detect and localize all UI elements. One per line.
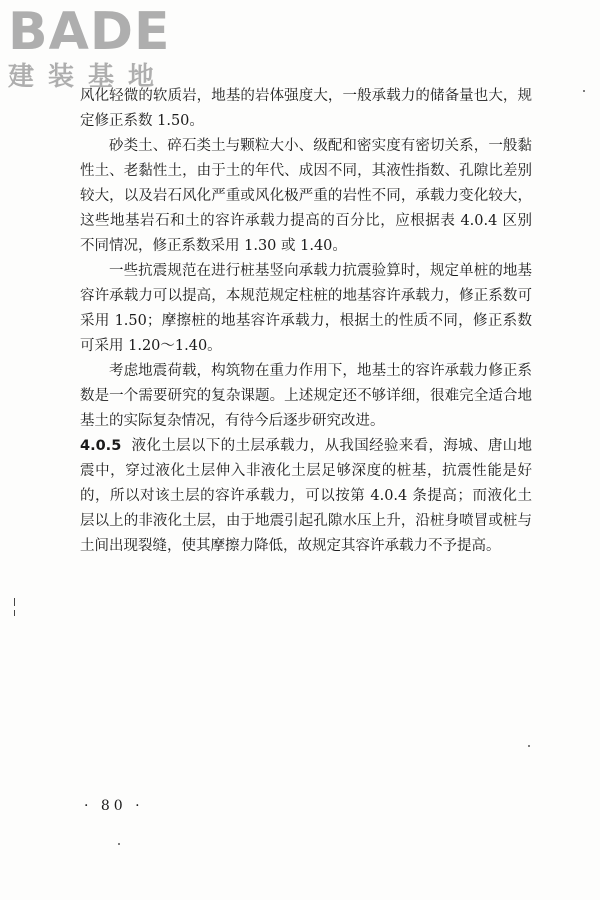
watermark-latin-text: BADE: [8, 2, 171, 62]
paragraph-seismic-load: 考虑地震荷载，构筑物在重力作用下，地基土的容许承载力修正系数是一个需要研究的复杂课题。上述规定还不够详细，很难完全适合地基土的实际复杂情况，有待今后逐步研究改进。: [80, 363, 532, 429]
scan-mark: [14, 610, 15, 616]
clause-text: 液化土层以下的土层承载力，从我国经验来看，海城、唐山地震中，穿过液化土层伸入非液化土层足够深度的桩基，抗震性能是好的，所以对该土层的容许承载力，可以按第 4.0.4 条提高；而液化土层以上的非液化土层，由于地震引起孔隙水压上升，沿桩身喷冒或桩与土间出现裂缝，使其摩擦力降低，故规定其容许承载力不予提高。: [80, 438, 532, 554]
watermark-chinese-text: 建装基地: [8, 62, 169, 92]
scan-mark: [14, 598, 15, 606]
page-number: · 80 ·: [84, 798, 144, 814]
clause-4-0-5: [80, 434, 532, 559]
paragraph-pile-capacity: 一些抗震规范在进行桩基竖向承载力抗震验算时，规定单桩的地基容许承载力可以提高，本规范规定柱桩的地基容许承载力，修正系数可采用 1.50；摩擦桩的地基容许承载力，根据土的性质不同，修正系数可采用 1.20～1.40。: [80, 263, 532, 354]
paragraph-continuation: 风化轻微的软质岩，地基的岩体强度大，一般承载力的储备量也大，规定修正系数 1.50。: [80, 88, 532, 129]
clause-number: 4.0.5: [80, 438, 122, 454]
scan-speck: [583, 90, 585, 92]
scan-speck: [528, 745, 530, 747]
bade-watermark-logo: [8, 4, 178, 94]
scan-speck: [118, 843, 120, 845]
body-text: [80, 84, 532, 559]
paragraph-soil-types: 砂类土、碎石类土与颗粒大小、级配和密实度有密切关系，一般黏性土、老黏性土，由于土的年代、成因不同，其液性指数、孔隙比差别较大，以及岩石风化严重或风化极严重的岩性不同，承载力变化较大，这些地基岩石和土的容许承载力提高的百分比，应根据表 4.0.4 区别不同情况，修正系数采用 1.30 或 1.40。: [80, 138, 532, 254]
